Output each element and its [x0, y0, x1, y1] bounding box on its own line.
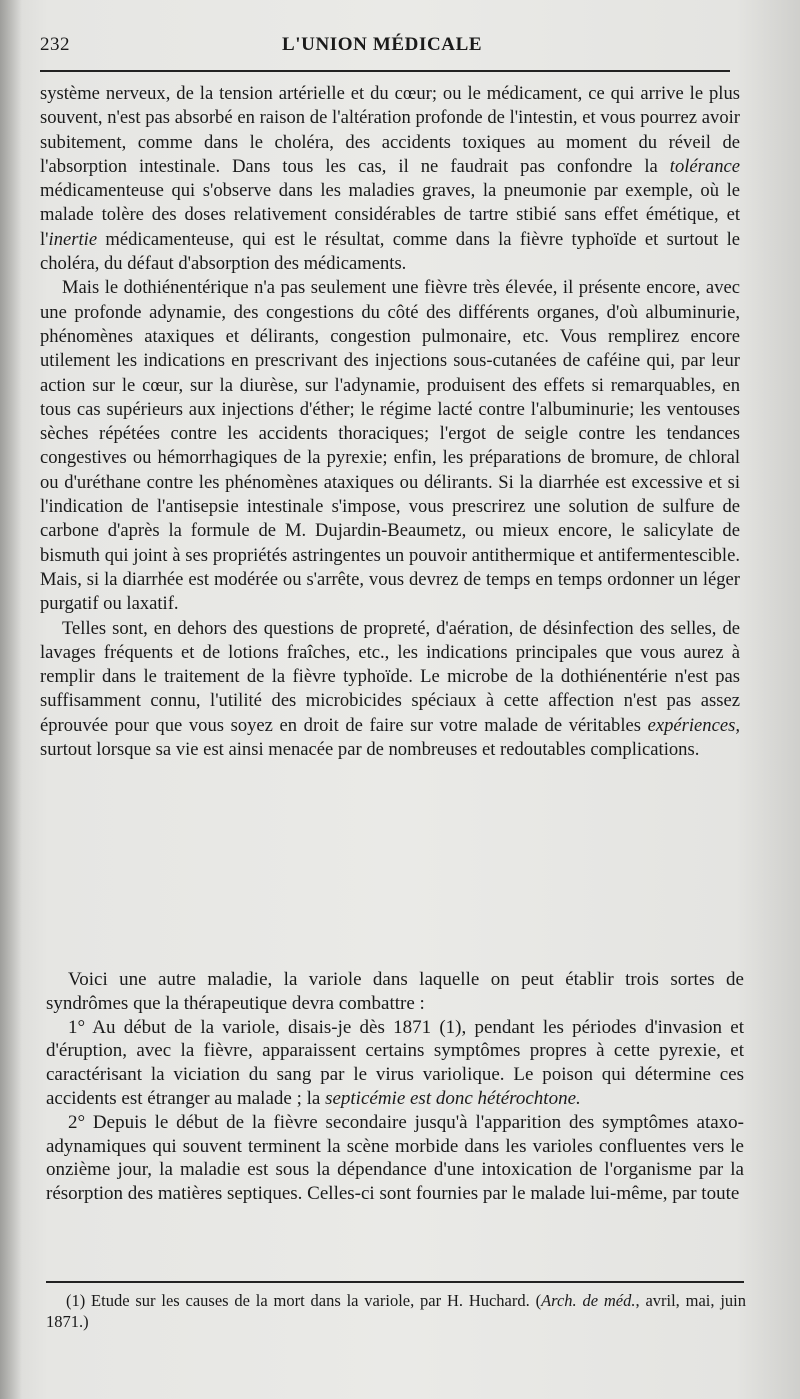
page-header — [40, 30, 728, 64]
footnote-text: (1) Etude sur les causes de la mort dans la variole, par H. Huchard. (Arch. de méd., avril, mai, juin 1871.) — [46, 1291, 746, 1331]
footnote-rule — [46, 1281, 744, 1283]
paragraph-4: Voici une autre maladie, la variole dans laquelle on peut établir trois sortes de syndrômes que la thérapeutique devra combattre : — [46, 969, 744, 1014]
page-number: 232 — [40, 34, 70, 55]
variole-section — [46, 968, 744, 1206]
running-title: L'UNION MÉDICALE — [282, 34, 483, 55]
paragraph-3: Telles sont, en dehors des questions de propreté, d'aération, de désinfection des selles, de lavages fréquents et de lotions fraîches, etc., les indications principales que vous aurez à remplir dans le traitement de la fièvre typhoïde. Le microbe de la dothiénentérie n'est pas suffisamment connu, l'utilité des microbicides spéciaux à cette affection n'est pas assez éprouvée pour que vous soyez en droit de faire sur votre malade de véritables expériences, surtout lorsque sa vie est ainsi menacée par de nombreuses et redoutables complications. — [40, 617, 740, 761]
footnote — [46, 1290, 746, 1332]
paragraph-1: système nerveux, de la tension artérielle et du cœur; ou le médicament, ce qui arrive le plus souvent, n'est pas absorbé en raison de l'altération profonde de l'intestin, et vous pourrez avoir subitement, comme dans le choléra, des accidents toxiques au moment du réveil de l'absorption intestinale. Dans tous les cas, il ne faudrait pas confondre la tolérance médicamenteuse qui s'observe dans les maladies graves, la pneumonie par exemple, où le malade tolère des doses relativement considérables de tartre stibié sans effet émétique, et l'inertie médicamenteuse, qui est le résultat, comme dans la fièvre typhoïde et surtout le choléra, du défaut d'absorption des médicaments. — [40, 83, 740, 275]
main-text — [40, 82, 740, 762]
header-rule — [40, 70, 730, 72]
paragraph-6: 2° Depuis le début de la fièvre secondaire jusqu'à l'apparition des symptômes ataxo-adynamiques qui souvent terminent la scène morbide dans les varioles confluentes vers le onzième jour, la maladie est sous la dépendance d'une intoxication de l'organisme par la résorption des matières septiques. Celles-ci sont fournies par le malade lui-même, par toute — [46, 1111, 744, 1205]
paragraph-5: 1° Au début de la variole, disais-je dès 1871 (1), pendant les périodes d'invasion et d'éruption, avec la fièvre, apparaissent certains symptômes propres à cette pyrexie, et caractérisant la viciation du sang par le virus variolique. Le poison qui détermine ces accidents est étranger au malade ; la septicémie est donc hétérochtone. — [46, 1016, 744, 1109]
paragraph-2: Mais le dothiénentérique n'a pas seulement une fièvre très élevée, il présente encore, avec une profonde adynamie, des congestions du côté des différents organes, d'où albuminurie, phénomènes ataxiques et délirants, congestion pulmonaire, etc. Vous remplirez encore utilement les indications en prescrivant des injections sous-cutanées de caféine qui, par leur action sur le cœur, sur la diurèse, sur l'adynamie, produisent des effets si remarquables, en tous cas supérieurs aux injections d'éther; le régime lacté contre l'albuminurie; les ventouses sèches répétées contre les accidents thoraciques; l'ergot de seigle contre les tendances congestives ou hémorrhagiques de la pyrexie; enfin, les préparations de bromure, de chloral ou d'uréthane contre les phénomènes ataxiques ou délirants. Si la diarrhée est excessive et si l'indication de l'antisepsie intestinale s'impose, vous prescrirez une solution de sulfure de carbone d'après la formule de M. Dujardin-Beaumetz, ou mieux encore, le salicylate de bismuth qui joint à ses propriétés astringentes un pouvoir antithermique et antifermentescible. Mais, si la diarrhée est modérée ou s'arrête, vous devrez de temps en temps ordonner un léger purgatif ou laxatif. — [40, 277, 740, 615]
